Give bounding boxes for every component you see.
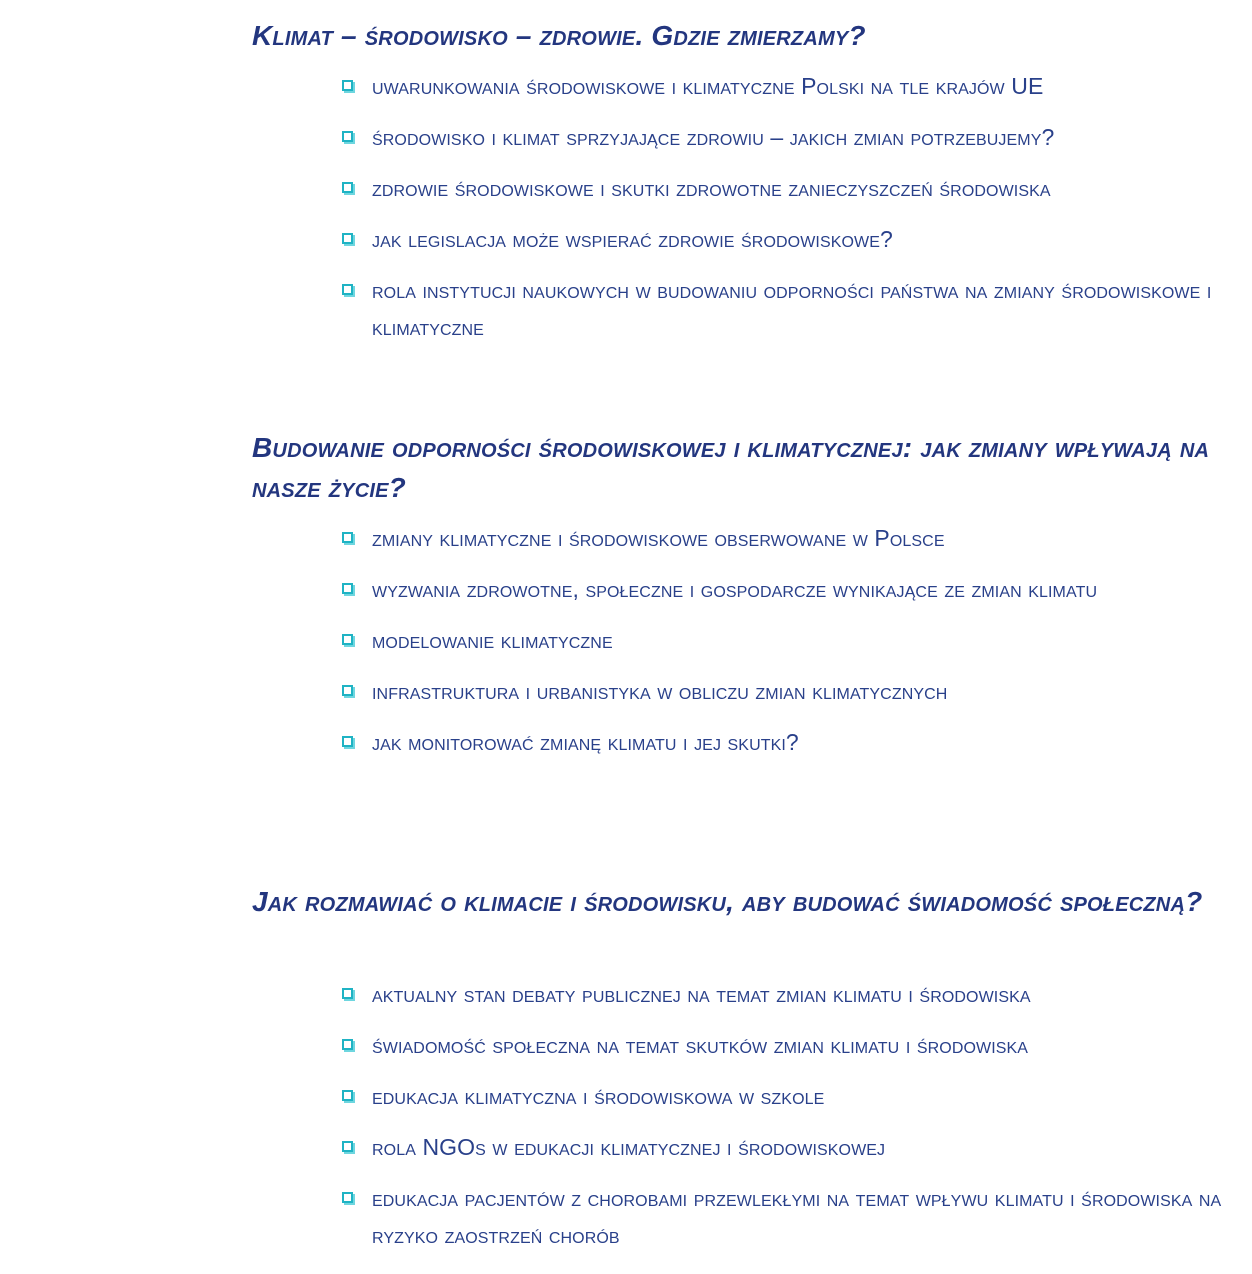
list-item-text: edukacja pacjentów z chorobami przewlekłymi na temat wpływu klimatu i środowiska na ryzyko zaostrzeń chorób — [372, 1185, 1222, 1248]
list-item — [342, 520, 1222, 557]
list-item — [342, 673, 1222, 710]
section-3 — [252, 882, 1232, 1248]
list-item — [342, 68, 1222, 105]
list-item — [342, 170, 1222, 207]
section-title: Budowanie odporności środowiskowej i klimatycznej: jak zmiany wpływają na nasze życie? — [252, 432, 1210, 503]
checkbox-square-icon — [342, 284, 353, 295]
list-item — [342, 1129, 1222, 1166]
checkbox-square-icon — [342, 80, 353, 91]
checkbox-square-icon — [342, 1192, 353, 1203]
topic-list — [342, 976, 1222, 1268]
list-item-text: rola NGOs w edukacji klimatycznej i środowiskowej — [372, 1134, 886, 1160]
checkbox-square-icon — [342, 1039, 353, 1050]
checkbox-square-icon — [342, 1090, 353, 1101]
section-title: Jak rozmawiać o klimacie i środowisku, aby budować świadomość społeczną? — [252, 886, 1203, 917]
list-item — [342, 976, 1222, 1013]
checkbox-square-icon — [342, 1141, 353, 1152]
checkbox-square-icon — [342, 233, 353, 244]
list-item — [342, 221, 1222, 258]
checkbox-square-icon — [342, 634, 353, 645]
section-1 — [252, 16, 1232, 340]
list-item-text: rola instytucji naukowych w budowaniu odporności państwa na zmiany środowiskowe i klimatyczne — [372, 277, 1212, 340]
list-item — [342, 1078, 1222, 1115]
list-item — [342, 272, 1222, 346]
list-item-text: zmiany klimatyczne i środowiskowe obserwowane w Polsce — [372, 525, 945, 551]
list-item-text: zdrowie środowiskowe i skutki zdrowotne zanieczyszczeń środowiska — [372, 175, 1051, 201]
checkbox-square-icon — [342, 583, 353, 594]
list-item-text: aktualny stan debaty publicznej na temat zmian klimatu i środowiska — [372, 981, 1031, 1007]
list-item-text: uwarunkowania środowiskowe i klimatyczne Polski na tle krajów UE — [372, 73, 1044, 99]
checkbox-square-icon — [342, 182, 353, 193]
list-item-text: jak legislacja może wspierać zdrowie środowiskowe? — [372, 226, 893, 252]
checkbox-square-icon — [342, 736, 353, 747]
topic-list — [342, 520, 1222, 775]
section-title: Klimat – środowisko – zdrowie. Gdzie zmierzamy? — [252, 20, 866, 51]
list-item — [342, 119, 1222, 156]
list-item — [342, 1027, 1222, 1064]
checkbox-square-icon — [342, 532, 353, 543]
checkbox-square-icon — [342, 685, 353, 696]
topic-list — [342, 68, 1222, 360]
checkbox-square-icon — [342, 988, 353, 999]
list-item — [342, 724, 1222, 761]
list-item-text: środowisko i klimat sprzyjające zdrowiu – jakich zmian potrzebujemy? — [372, 124, 1055, 150]
list-item-text: edukacja klimatyczna i środowiskowa w szkole — [372, 1083, 825, 1109]
list-item — [342, 571, 1222, 608]
list-item — [342, 622, 1222, 659]
list-item-text: infrastruktura i urbanistyka w obliczu zmian klimatycznych — [372, 678, 948, 704]
checkbox-square-icon — [342, 131, 353, 142]
list-item — [342, 1180, 1222, 1254]
list-item-text: modelowanie klimatyczne — [372, 627, 613, 653]
list-item-text: świadomość społeczna na temat skutków zmian klimatu i środowiska — [372, 1032, 1029, 1058]
list-item-text: wyzwania zdrowotne, społeczne i gospodarcze wynikające ze zmian klimatu — [372, 576, 1098, 602]
section-2 — [252, 428, 1232, 755]
list-item-text: jak monitorować zmianę klimatu i jej skutki? — [372, 729, 799, 755]
